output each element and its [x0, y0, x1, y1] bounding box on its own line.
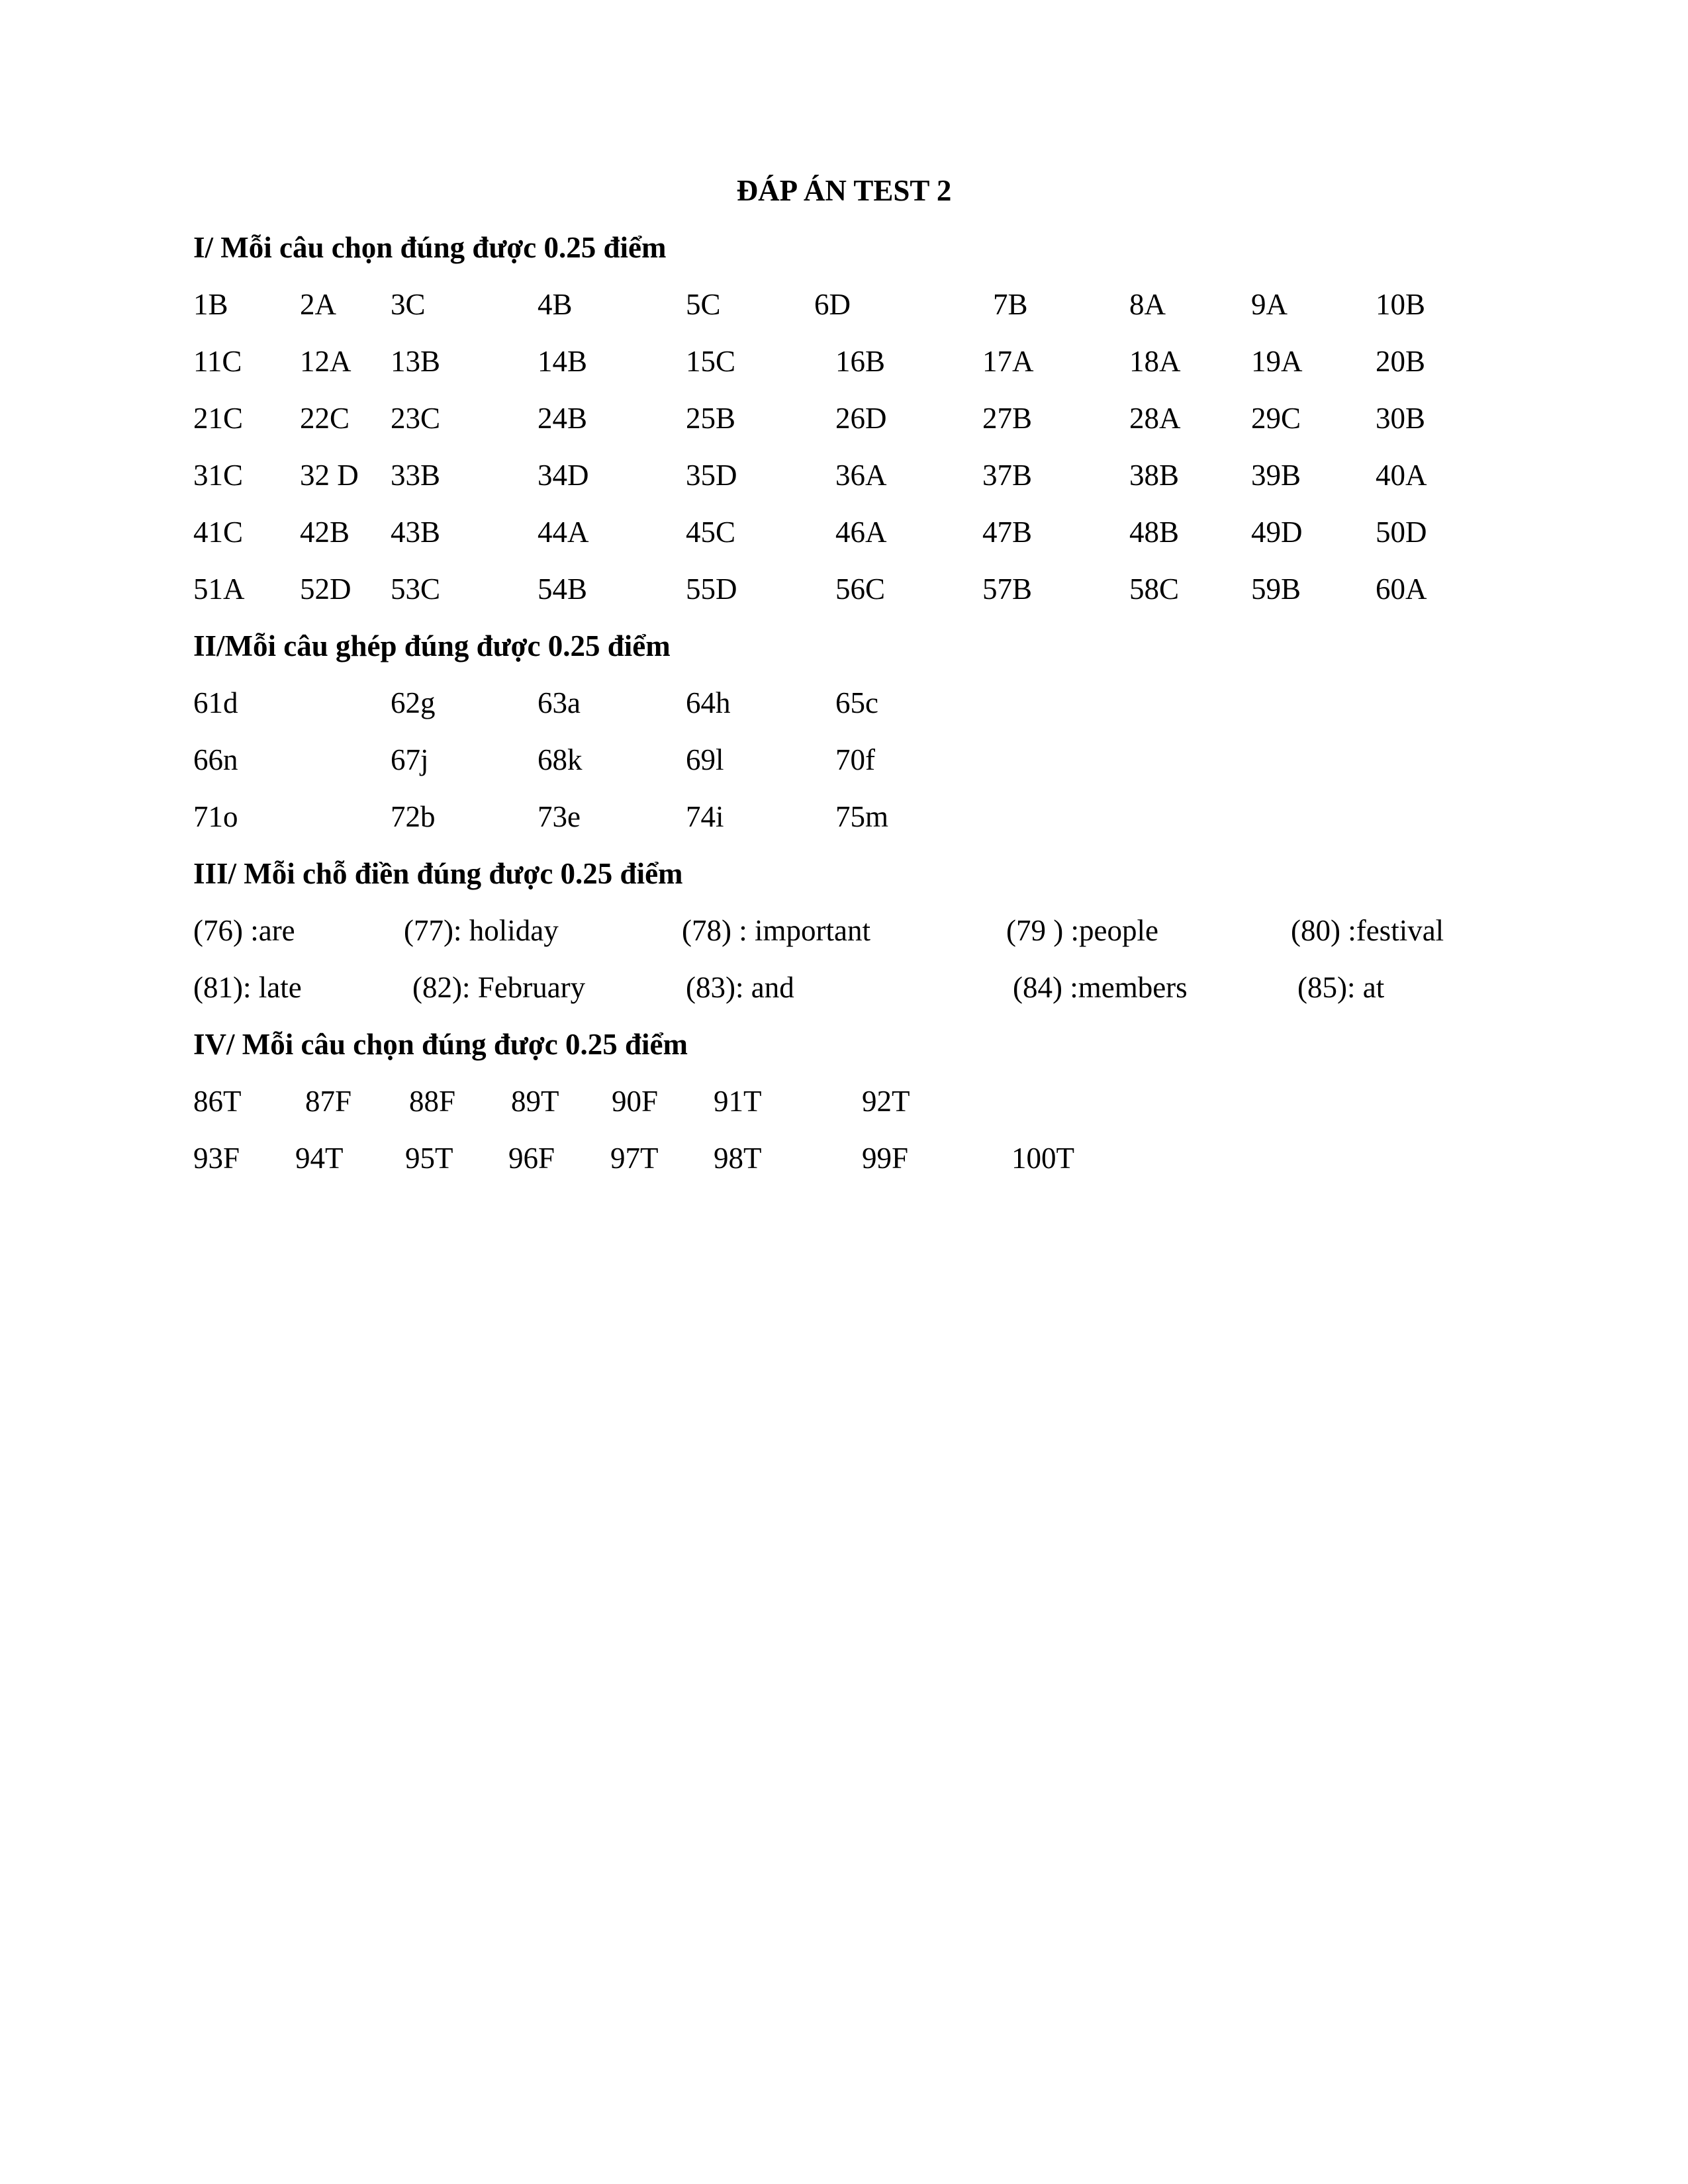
answer-cell: 88F — [409, 1085, 456, 1118]
answer-cell: (83): and — [686, 971, 794, 1004]
answer-cell: 50D — [1376, 516, 1427, 549]
answer-cell: 56C — [835, 572, 886, 606]
answer-cell: 75m — [835, 800, 889, 833]
answer-cell: 97T — [610, 1142, 659, 1175]
answer-cell: 64h — [686, 686, 731, 719]
answer-cell: 72b — [391, 800, 436, 833]
answer-row — [0, 968, 1688, 1007]
answer-cell: (85): at — [1297, 971, 1385, 1004]
answer-row — [0, 398, 1688, 438]
answer-cell: 12A — [300, 345, 352, 378]
answer-cell: 92T — [862, 1085, 910, 1118]
answer-cell: 5C — [686, 288, 721, 321]
answer-cell: 86T — [193, 1085, 242, 1118]
answer-cell: 13B — [391, 345, 441, 378]
answer-cell: 89T — [511, 1085, 559, 1118]
answer-cell: 28A — [1129, 402, 1181, 435]
answer-cell: 14B — [538, 345, 588, 378]
answer-cell: 51A — [193, 572, 245, 606]
answer-cell: 53C — [391, 572, 441, 606]
answer-cell: 68k — [538, 743, 583, 776]
answer-cell: (77): holiday — [404, 914, 559, 947]
answer-cell: 40A — [1376, 459, 1427, 492]
answer-cell: 3C — [391, 288, 426, 321]
answer-cell: 32 D — [300, 459, 359, 492]
answer-cell: 17A — [982, 345, 1034, 378]
answer-cell: 38B — [1129, 459, 1180, 492]
answer-cell: 6D — [814, 288, 851, 321]
answer-cell: 4B — [538, 288, 573, 321]
answer-cell: 100T — [1011, 1142, 1074, 1175]
answer-cell: 43B — [391, 516, 441, 549]
answer-cell: 21C — [193, 402, 244, 435]
answer-row — [0, 1138, 1688, 1178]
answer-cell: 41C — [193, 516, 244, 549]
answer-cell: 44A — [538, 516, 589, 549]
answer-cell: 8A — [1129, 288, 1166, 321]
answer-cell: 70f — [835, 743, 875, 776]
answer-cell: 2A — [300, 288, 336, 321]
answer-row — [0, 1081, 1688, 1121]
answer-cell: 61d — [193, 686, 238, 719]
answer-cell: 42B — [300, 516, 350, 549]
answer-cell: 30B — [1376, 402, 1426, 435]
answer-cell: 52D — [300, 572, 352, 606]
answer-cell: 95T — [405, 1142, 453, 1175]
answer-cell: 99F — [862, 1142, 909, 1175]
answer-cell: 1B — [193, 288, 228, 321]
answer-cell: (82): February — [412, 971, 586, 1004]
answer-row — [0, 285, 1688, 324]
page-title: ĐÁP ÁN TEST 2 — [736, 174, 952, 207]
answer-cell: 71o — [193, 800, 238, 833]
answer-cell: 31C — [193, 459, 244, 492]
answer-cell: 69l — [686, 743, 724, 776]
answer-cell: 39B — [1251, 459, 1301, 492]
answer-cell: 15C — [686, 345, 736, 378]
section-4-heading: IV/ Mỗi câu chọn đúng được 0.25 điểm — [193, 1028, 688, 1061]
answer-row — [0, 740, 1688, 780]
answer-cell: 90F — [612, 1085, 659, 1118]
answer-cell: 66n — [193, 743, 238, 776]
answer-cell: 29C — [1251, 402, 1301, 435]
answer-cell: (81): late — [193, 971, 302, 1004]
answer-cell: 60A — [1376, 572, 1427, 606]
answer-cell: 16B — [835, 345, 886, 378]
section-1-heading: I/ Mỗi câu chọn đúng được 0.25 điểm — [193, 231, 667, 264]
answer-cell: 46A — [835, 516, 887, 549]
answer-cell: 73e — [538, 800, 581, 833]
section-2-heading: II/Mỗi câu ghép đúng được 0.25 điểm — [193, 629, 671, 662]
answer-row — [0, 455, 1688, 495]
answer-cell: 24B — [538, 402, 588, 435]
answer-cell: 49D — [1251, 516, 1303, 549]
answer-row — [0, 683, 1688, 723]
answer-cell: 10B — [1376, 288, 1426, 321]
answer-cell: 54B — [538, 572, 588, 606]
answer-cell: 59B — [1251, 572, 1301, 606]
answer-cell: 62g — [391, 686, 436, 719]
answer-row — [0, 569, 1688, 609]
answer-cell: 93F — [193, 1142, 240, 1175]
answer-cell: (79 ) :people — [1006, 914, 1158, 947]
answer-cell: 94T — [295, 1142, 344, 1175]
answer-cell: 20B — [1376, 345, 1426, 378]
section-3-heading: III/ Mỗi chỗ điền đúng được 0.25 điểm — [193, 857, 683, 890]
answer-row — [0, 512, 1688, 552]
answer-cell: 27B — [982, 402, 1033, 435]
answer-cell: 11C — [193, 345, 242, 378]
answer-row — [0, 341, 1688, 381]
answer-cell: 35D — [686, 459, 737, 492]
answer-row — [0, 797, 1688, 837]
answer-cell: (80) :festival — [1291, 914, 1444, 947]
answer-cell: 87F — [305, 1085, 352, 1118]
answer-cell: 19A — [1251, 345, 1303, 378]
answer-cell: 98T — [714, 1142, 762, 1175]
answer-cell: 47B — [982, 516, 1033, 549]
answer-cell: 33B — [391, 459, 441, 492]
answer-cell: 58C — [1129, 572, 1180, 606]
answer-cell: 37B — [982, 459, 1033, 492]
answer-cell: 74i — [686, 800, 724, 833]
answer-cell: 48B — [1129, 516, 1180, 549]
answer-cell: 96F — [508, 1142, 555, 1175]
answer-cell: 26D — [835, 402, 887, 435]
answer-cell: 63a — [538, 686, 581, 719]
answer-cell: 22C — [300, 402, 350, 435]
answer-cell: 23C — [391, 402, 441, 435]
answer-cell: 9A — [1251, 288, 1288, 321]
answer-cell: 65c — [835, 686, 878, 719]
answer-cell: 34D — [538, 459, 589, 492]
answer-cell: 36A — [835, 459, 887, 492]
answer-cell: 45C — [686, 516, 736, 549]
answer-cell: (84) :members — [1013, 971, 1188, 1004]
answer-cell: 25B — [686, 402, 736, 435]
answer-cell: (76) :are — [193, 914, 295, 947]
answer-cell: 67j — [391, 743, 429, 776]
answer-cell: 18A — [1129, 345, 1181, 378]
answer-cell: 57B — [982, 572, 1033, 606]
answer-cell: 91T — [714, 1085, 762, 1118]
answer-row — [0, 911, 1688, 950]
answer-cell: 7B — [993, 288, 1028, 321]
answer-cell: 55D — [686, 572, 737, 606]
answer-cell: (78) : important — [682, 914, 870, 947]
